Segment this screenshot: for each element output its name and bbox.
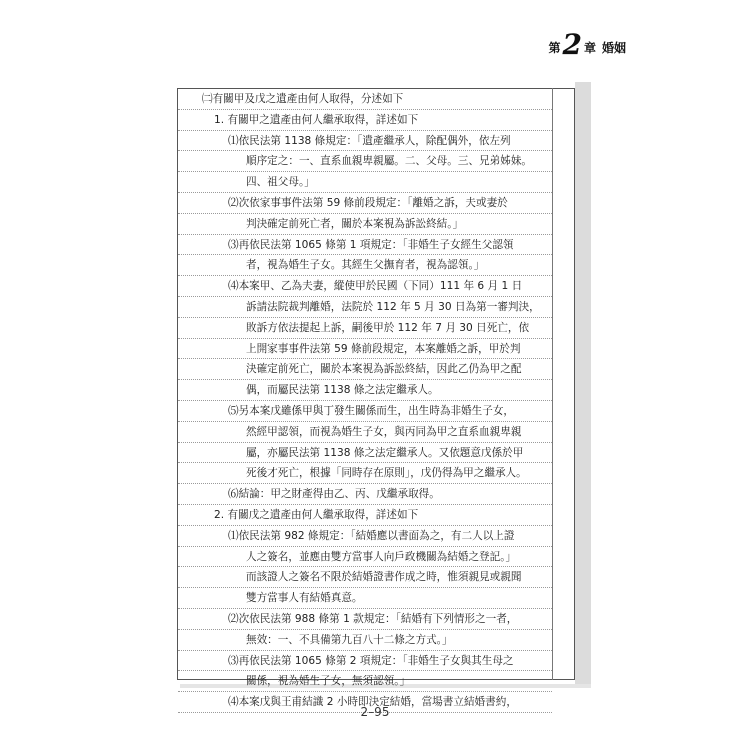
answer-rows: [178, 89, 552, 713]
margin-rule: [552, 88, 553, 680]
text-line: 訴請法院裁判離婚，法院於 112 年 5 月 30 日為第一審判決，: [178, 297, 552, 318]
text-line: 人之簽名，並應由雙方當事人向戶政機關為結婚之登記。」: [178, 547, 552, 568]
text-line: ⑷本案戊與王甫結識 2 小時即決定結婚，當場書立結婚書約，: [178, 692, 552, 713]
text-line: ⑹結論：甲之財產得由乙、丙、戊繼承取得。: [178, 484, 552, 505]
text-line: 1. 有關甲之遺產由何人繼承取得，詳述如下: [178, 110, 552, 131]
text-line: 無效：一、不具備第九百八十二條之方式。」: [178, 630, 552, 651]
text-line: 判決確定前死亡者，關於本案視為訴訟終結。」: [178, 214, 552, 235]
text-line: 雙方當事人有結婚真意。: [178, 588, 552, 609]
text-line: ⑴依民法第 1138 條規定：「遺產繼承人，除配偶外，依左列: [178, 131, 552, 152]
box-shadow-right: [575, 82, 591, 686]
text-line: 而該證人之簽名不限於結婚證書作成之時，惟須親見或親聞: [178, 567, 552, 588]
text-line: ⑵次依家事事件法第 59 條前段規定：「離婚之訴，夫或妻於: [178, 193, 552, 214]
chapter-number: 2: [562, 28, 582, 61]
text-line: ㈡有關甲及戊之遺產由何人取得，分述如下: [178, 89, 552, 110]
text-line: 2. 有關戊之遺產由何人繼承取得，詳述如下: [178, 505, 552, 526]
text-line: ⑶再依民法第 1065 條第 1 項規定：「非婚生子女經生父認領: [178, 235, 552, 256]
text-line: 四、祖父母。」: [178, 172, 552, 193]
chapter-header: [548, 28, 626, 61]
text-line: 然經甲認領，而視為婚生子女，與丙同為甲之直系血親卑親: [178, 422, 552, 443]
text-line: 死後才死亡，根據「同時存在原則」，戊仍得為甲之繼承人。: [178, 463, 552, 484]
text-line: 者，視為婚生子女。其經生父撫育者，視為認領。」: [178, 255, 552, 276]
chapter-prefix: 第: [548, 41, 561, 55]
text-line: 屬，亦屬民法第 1138 條之法定繼承人。又依題意戊係於甲: [178, 443, 552, 464]
text-line: 順序定之：一、直系血親卑親屬。二、父母。三、兄弟姊妹。: [178, 151, 552, 172]
text-line: 偶，而屬民法第 1138 條之法定繼承人。: [178, 380, 552, 401]
text-line: 關係，視為婚生子女，無須認領。」: [178, 671, 552, 692]
chapter-title: 婚姻: [601, 41, 626, 55]
text-line: ⑸另本案戊雖係甲與丁發生關係而生，出生時為非婚生子女，: [178, 401, 552, 422]
text-line: ⑷本案甲、乙為夫妻，縱使甲於民國（下同）111 年 6 月 1 日: [178, 276, 552, 297]
text-line: 上開家事事件法第 59 條前段規定，本案離婚之訴，甲於判: [178, 339, 552, 360]
text-line: 敗訴方依法提起上訴，嗣後甲於 112 年 7 月 30 日死亡，依: [178, 318, 552, 339]
page-number: 2–95: [360, 705, 390, 719]
text-line: ⑴依民法第 982 條規定：「結婚應以書面為之，有二人以上證: [178, 526, 552, 547]
answer-box: [177, 88, 575, 709]
text-line: 決確定前死亡，關於本案視為訴訟終結，因此乙仍為甲之配: [178, 359, 552, 380]
text-line: ⑵次依民法第 988 條第 1 款規定：「結婚有下列情形之一者，: [178, 609, 552, 630]
chapter-suffix: 章: [583, 41, 596, 55]
text-line: ⑶再依民法第 1065 條第 2 項規定：「非婚生子女與其生母之: [178, 651, 552, 672]
